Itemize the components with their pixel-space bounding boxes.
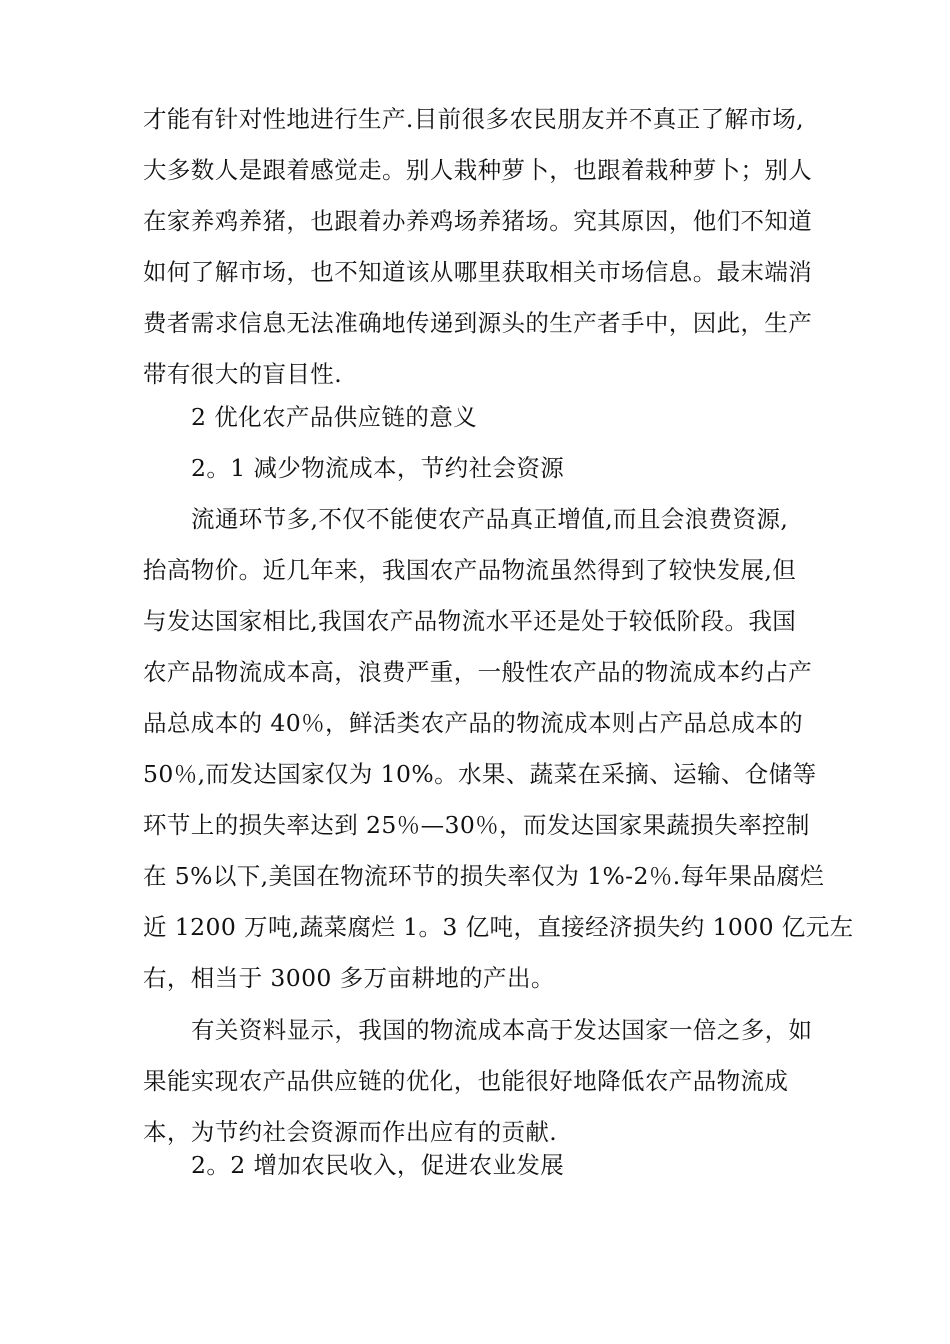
- heading-text: 2 优化农产品供应链的意义: [191, 403, 478, 431]
- text-line: 50％,而发达国家仅为 10%。水果、蔬菜在采摘、运输、仓储等: [143, 760, 817, 788]
- body-paragraph: [143, 1005, 823, 1158]
- text-line: 近 1200 万吨,蔬菜腐烂 1。3 亿吨，直接经济损失约 1000 亿元左: [143, 913, 854, 941]
- text-line: 在家养鸡养猪，也跟着办养鸡场养猪场。究其原因，他们不知道: [143, 207, 813, 235]
- body-paragraph: [143, 94, 823, 400]
- text-line: 环节上的损失率达到 25％—30％，而发达国家果蔬损失率控制: [143, 811, 810, 839]
- text-line: 大多数人是跟着感觉走。别人栽种萝卜，也跟着栽种萝卜；别人: [143, 156, 813, 184]
- text-line: 在 5%以下,美国在物流环节的损失率仅为 1%-2％.每年果品腐烂: [143, 862, 825, 890]
- text-line: 流通环节多,不仅不能使农产品真正增值,而且会浪费资源,: [191, 505, 789, 533]
- text-line: 品总成本的 40％，鲜活类农产品的物流成本则占产品总成本的: [143, 709, 803, 737]
- subsection-heading: [143, 443, 823, 494]
- body-paragraph: [143, 494, 854, 1004]
- text-line: 抬高物价。近几年来，我国农产品物流虽然得到了较快发展,但: [143, 556, 797, 584]
- heading-text: 2。2 增加农民收入，促进农业发展: [191, 1151, 565, 1179]
- text-line: 带有很大的盲目性.: [143, 360, 343, 388]
- heading-text: 2。1 减少物流成本，节约社会资源: [191, 454, 565, 482]
- text-line: 如何了解市场，也不知道该从哪里获取相关市场信息。最末端消: [143, 258, 813, 286]
- text-line: 右，相当于 3000 多万亩耕地的产出。: [143, 964, 555, 992]
- text-line: 果能实现农产品供应链的优化，也能很好地降低农产品物流成: [143, 1067, 789, 1095]
- text-line: 农产品物流成本高，浪费严重，一般性农产品的物流成本约占产: [143, 658, 813, 686]
- text-line: 才能有针对性地进行生产.目前很多农民朋友并不真正了解市场,: [143, 105, 805, 133]
- text-line: 有关资料显示，我国的物流成本高于发达国家一倍之多，如: [191, 1016, 813, 1044]
- text-line: 与发达国家相比,我国农产品物流水平还是处于较低阶段。我国: [143, 607, 797, 635]
- text-line: 费者需求信息无法准确地传递到源头的生产者手中，因此，生产: [143, 309, 813, 337]
- text-line: 本，为节约社会资源而作出应有的贡献.: [143, 1118, 558, 1146]
- subsection-heading: [143, 1140, 823, 1191]
- section-heading: [143, 392, 823, 443]
